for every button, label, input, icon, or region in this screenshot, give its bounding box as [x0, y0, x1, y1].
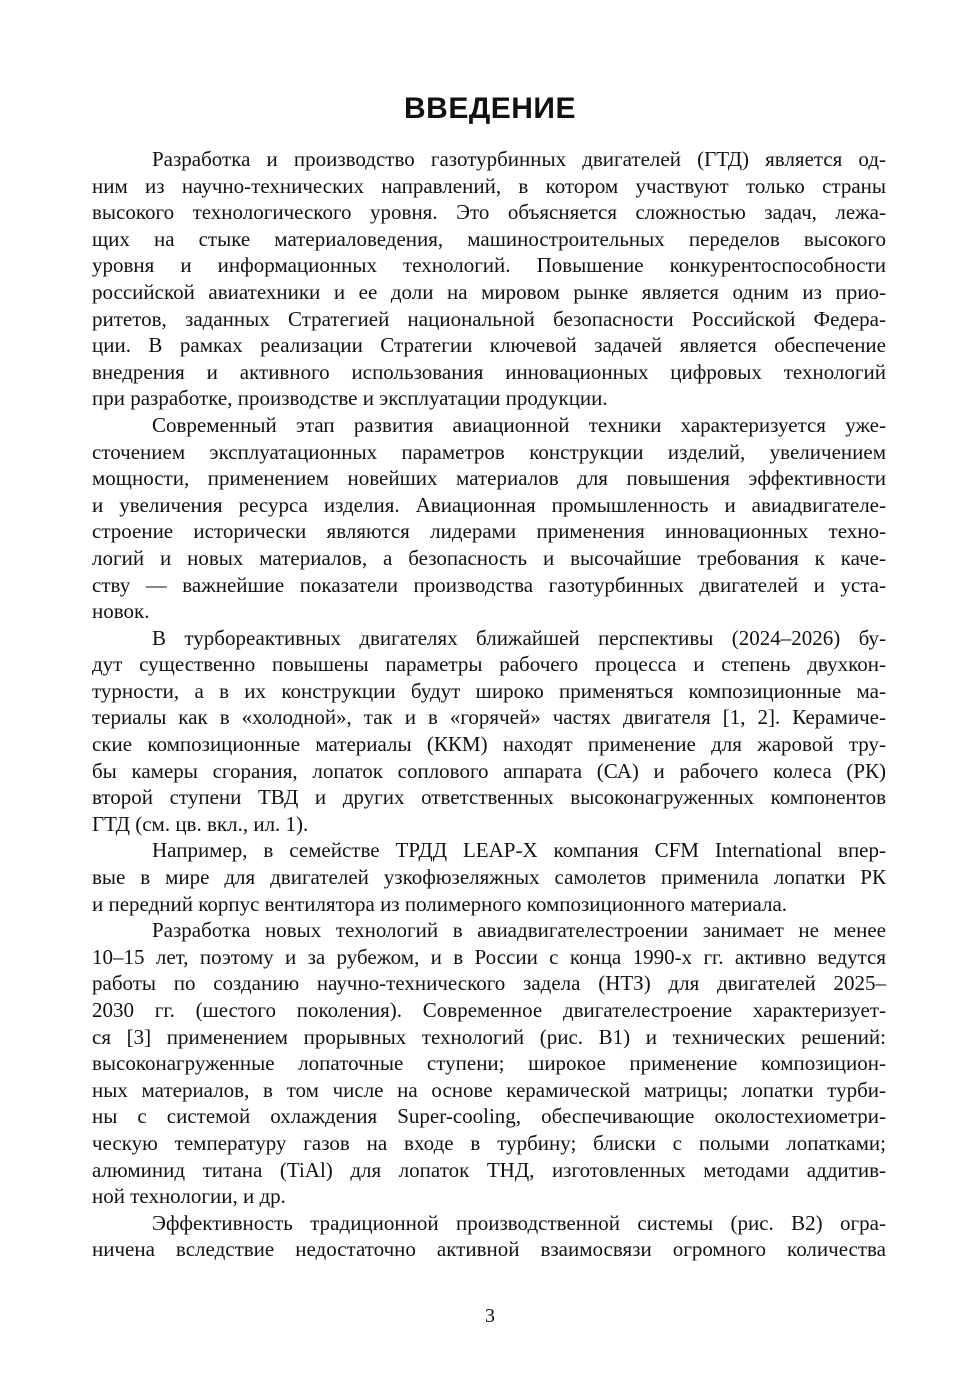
text-line: Разработка новых технологий в авиадвигателестроении занимает не менее — [152, 918, 886, 943]
text-line: ГТД (см. цв. вкл., ил. 1). — [92, 811, 309, 836]
text-line: Например, в семействе ТРДД LEAP-X компания CFM International впер- — [152, 838, 886, 863]
paragraph — [92, 837, 886, 917]
text-line: уровня и информационных технологий. Повышение конкурентоспособности — [92, 253, 886, 278]
text-line: турности, а в их конструкции будут широко применяться композиционные ма- — [92, 678, 886, 703]
text-line: работы по созданию научно-технического задела (НТЗ) для двигателей 2025– — [92, 971, 886, 996]
text-line: ним из научно-технических направлений, в котором участвуют только страны — [92, 173, 886, 198]
paragraph — [92, 625, 886, 838]
text-line: Современный этап развития авиационной техники характеризуется уже- — [152, 412, 886, 437]
text-line: ству — важнейшие показатели производства газотурбинных двигателей и уста- — [92, 572, 886, 597]
text-line: алюминид титана (TiAl) для лопаток ТНД, изготовленных методами аддитив- — [92, 1157, 886, 1182]
text-line: российской авиатехники и ее доли на мировом рынке является одним из прио- — [92, 279, 886, 304]
paragraph — [92, 146, 886, 412]
text-line: териалы как в «холодной», так и в «горячей» частях двигателя [1, 2]. Керамиче- — [92, 705, 886, 730]
text-line: ции. В рамках реализации Стратегии ключевой задачей является обеспечение — [92, 333, 886, 358]
text-line: высоконагруженные лопаточные ступени; широкое применение композицион- — [92, 1051, 886, 1076]
paragraph — [92, 1210, 886, 1263]
text-line: и увеличения ресурса изделия. Авиационная промышленность и авиадвигателе- — [92, 492, 886, 517]
text-line: при разработке, производстве и эксплуатации продукции. — [92, 386, 608, 411]
text-line: Разработка и производство газотурбинных двигателей (ГТД) является од- — [152, 147, 886, 171]
text-line: 2030 гг. (шестого поколения). Современное двигателестроение характеризует- — [92, 998, 886, 1022]
paragraph — [92, 412, 886, 625]
text-line: щих на стыке материаловедения, машиностроительных переделов высокого — [92, 226, 886, 251]
text-line: Эффективность традиционной производственной системы (рис. В2) огра- — [152, 1210, 886, 1235]
text-line: логий и новых материалов, а безопасность и высочайшие требования к каче- — [92, 545, 886, 570]
text-line: ся [3] применением прорывных технологий (рис. В1) и технических решений: — [92, 1024, 886, 1049]
text-line: строение исторически являются лидерами применения инновационных техно- — [92, 519, 886, 544]
text-line: ские композиционные материалы (ККМ) находят применение для жаровой тру- — [92, 732, 886, 757]
text-line: 10–15 лет, поэтому и за рубежом, и в России с конца 1990-х гг. активно ведутся — [92, 944, 886, 969]
body-text — [92, 146, 886, 1263]
paragraph — [92, 917, 886, 1210]
text-line: В турбореактивных двигателях ближайшей перспективы (2024–2026) бу- — [152, 625, 886, 650]
text-line: ны с системой охлаждения Super-cooling, обеспечивающие околостехиометри- — [92, 1104, 886, 1129]
page-title: ВВЕДЕНИЕ — [404, 92, 576, 125]
text-line: сточением эксплуатационных параметров конструкции изделий, увеличением — [92, 439, 886, 464]
text-line: внедрения и активного использования инновационных цифровых технологий — [92, 359, 886, 384]
text-line: ничена вследствие недостаточно активной взаимосвязи огромного количества — [92, 1237, 886, 1262]
text-line: дут существенно повышены параметры рабочего процесса и степень двухкон- — [92, 652, 886, 677]
text-line: вые в мире для двигателей узкофюзеляжных самолетов применила лопатки РК — [92, 865, 886, 890]
text-line: ной технологии, и др. — [92, 1184, 286, 1209]
text-line: бы камеры сгорания, лопаток соплового аппарата (СА) и рабочего колеса (РК) — [92, 758, 886, 783]
text-line: новок. — [92, 599, 150, 624]
page-number: 3 — [485, 1305, 495, 1327]
text-line: и передний корпус вентилятора из полимерного композиционного материала. — [92, 891, 788, 916]
text-line: ных материалов, в том числе на основе керамической матрицы; лопатки турби- — [92, 1077, 886, 1102]
text-line: ритетов, заданных Стратегией национальной безопасности Российской Федера- — [92, 306, 886, 331]
text-line: мощности, применением новейших материалов для повышения эффективности — [92, 466, 886, 491]
text-line: второй ступени ТВД и других ответственных высоконагруженных компонентов — [92, 785, 886, 810]
text-line: ческую температуру газов на входе в турбину; блиски с полыми лопатками; — [92, 1130, 886, 1155]
text-line: высокого технологического уровня. Это объясняется сложностью задач, лежа- — [92, 200, 886, 225]
